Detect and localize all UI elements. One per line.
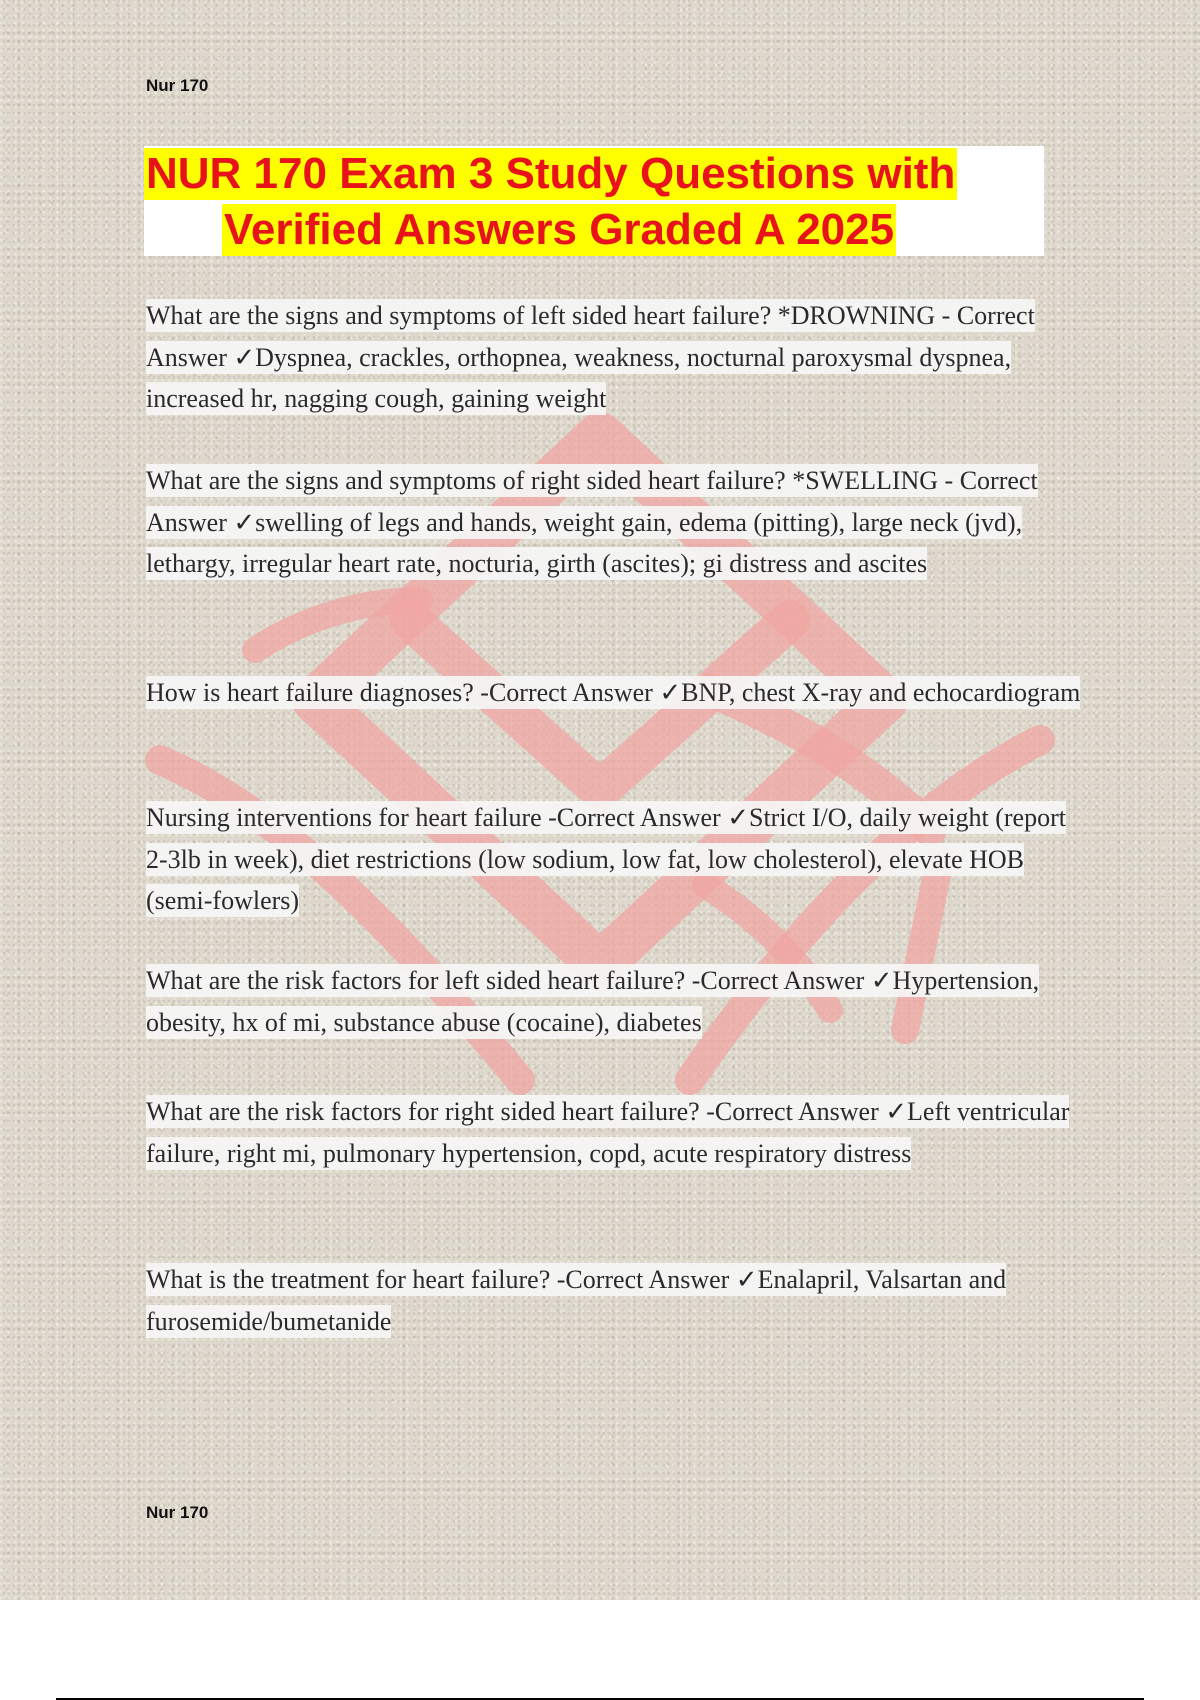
qa-item-hf-treatment <box>146 1259 1086 1342</box>
qa-item-hf-diagnosis <box>146 672 1086 714</box>
qa-item-left-hf-symptoms <box>146 295 1086 420</box>
qa-text: What are the risk factors for left sided heart failure? -Correct Answer ✓Hypertension, obesity, hx of mi, substance abuse (cocaine), diabetes <box>146 966 1040 1037</box>
title-line-2: Verified Answers Graded A 2025 <box>224 205 895 254</box>
qa-text: What are the signs and symptoms of left sided heart failure? *DROWNING - Correct Answer ✓Dyspnea, crackles, orthopnea, weakness, nocturnal paroxysmal dyspnea, increased hr, nagging cough, gaining weight <box>146 301 1035 413</box>
qa-text: How is heart failure diagnoses? -Correct Answer ✓BNP, chest X-ray and echocardiogram <box>146 678 1081 707</box>
qa-text: What is the treatment for heart failure? -Correct Answer ✓Enalapril, Valsartan and furosemide/bumetanide <box>146 1265 1007 1336</box>
qa-item-nursing-interventions <box>146 797 1086 922</box>
qa-text: What are the risk factors for right sided heart failure? -Correct Answer ✓Left ventricular failure, right mi, pulmonary hypertension, copd, acute respiratory distress <box>146 1097 1070 1168</box>
qa-item-left-hf-risk-factors <box>146 960 1086 1043</box>
qa-item-right-hf-symptoms <box>146 460 1086 585</box>
qa-text: What are the signs and symptoms of right sided heart failure? *SWELLING - Correct Answer ✓swelling of legs and hands, weight gain, edema (pitting), large neck (jvd), lethargy, irregular heart rate, nocturia, girth (ascites); gi distress and ascites <box>146 466 1038 578</box>
document-title <box>144 146 1044 256</box>
title-line-1: NUR 170 Exam 3 Study Questions with <box>146 149 956 198</box>
footer-label: Nur 170 <box>146 1503 209 1522</box>
qa-item-right-hf-risk-factors <box>146 1091 1086 1174</box>
qa-text: Nursing interventions for heart failure -Correct Answer ✓Strict I/O, daily weight (report 2-3lb in week), diet restrictions (low sodium, low fat, low cholesterol), elevate HOB (semi-fowlers) <box>146 803 1066 915</box>
header-label: Nur 170 <box>146 76 209 95</box>
